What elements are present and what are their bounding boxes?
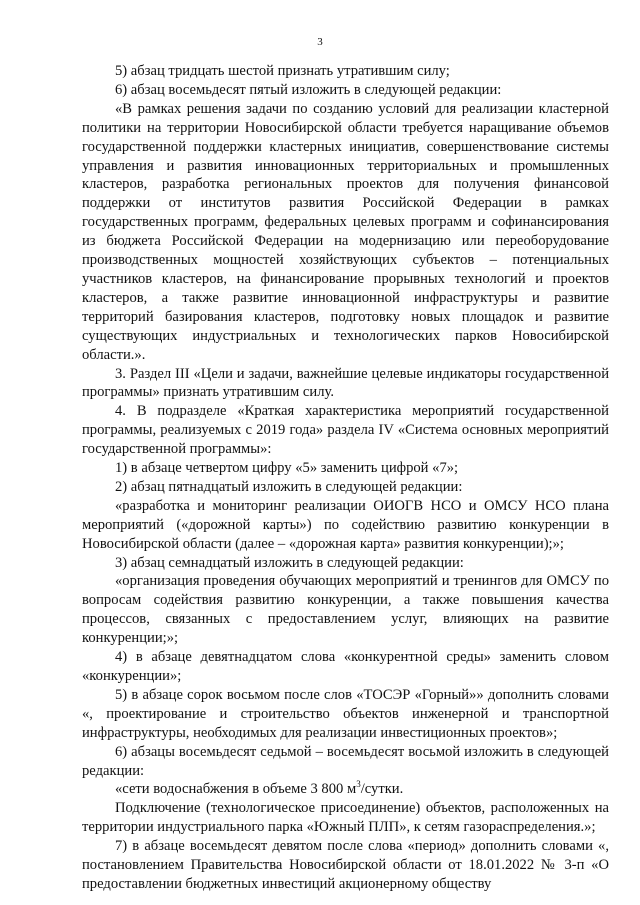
water-supply-text: «сети водоснабжения в объеме 3 800 м — [115, 781, 357, 798]
paragraph-subitem-6: 6) абзацы восемьдесят седьмой – восемьдесят восьмой изложить в следующей редакции: — [82, 743, 609, 779]
quoted-paragraph-training: «организация проведения обучающих мероприятий и тренингов для ОМСУ по вопросам содействия развитию конкуренции, а также повышения качества процессов, связанных с предоставлением услуг, влияющих на развитие конкуренции;»; — [82, 573, 609, 647]
quoted-paragraph-roadmap: «разработка и мониторинг реализации ОИОГВ НСО и ОМСУ НСО плана мероприятий («дорожной карты») по содействию развитию конкуренции в Новосибирской области (далее – «дорожная карта» развития конкуренции);»; — [82, 497, 609, 552]
paragraph-subitem-7: 7) в абзаце восемьдесят девятом после слова «период» дополнить словами «, постановлением Правительства Новосибирской области от 18.01.2022 № 3-п «О предоставлении бюджетных инвестиций акционерному обществу — [82, 838, 609, 892]
paragraph-section-3: 3. Раздел III «Цели и задачи, важнейшие целевые индикаторы государственной программы» признать утратившим силу. — [82, 365, 609, 401]
water-supply-unit: /сутки. — [360, 781, 404, 798]
paragraph-subitem-1: 1) в абзаце четвертом цифру «5» заменить цифрой «7»; — [115, 460, 459, 477]
cubic-superscript: 3 — [356, 779, 361, 790]
paragraph-subitem-2: 2) абзац пятнадцатый изложить в следующей редакции: — [115, 478, 463, 495]
document-body — [82, 62, 609, 894]
paragraph-item-5: 5) абзац тридцать шестой признать утратившим силу; — [115, 63, 450, 79]
paragraph-gas-connection: Подключение (технологическое присоединение) объектов, расположенных на территории индустриального парка «Южный ПЛП», к сетям газораспределения.»; — [82, 800, 609, 836]
paragraph-section-4: 4. В подразделе «Краткая характеристика мероприятий государственной программы, реализуемых с 2019 года» раздела IV «Система основных мероприятий государственной программы»: — [82, 403, 609, 458]
paragraph-subitem-4: 4) в абзаце девятнадцатом слова «конкурентной среды» заменить словом «конкуренции»; — [82, 649, 609, 684]
paragraph-item-6: 6) абзац восемьдесят пятый изложить в следующей редакции: — [115, 81, 502, 98]
page-number: 3 — [317, 36, 323, 48]
quoted-paragraph-cluster-policy: «В рамках решения задачи по созданию условий для реализации кластерной политики на территории Новосибирской области требуется наращивание объемов государственной поддержки кластерных инициатив, совершенствование системы управления и развития инновационных территориальных и промышленных кластеров, разработка региональных проектов для получения финансовой поддержки от институтов развития Российской Федерации в рамках государственных программ, федеральных целевых программ и софинансирования из бюджета Российской Федерации на модернизацию или переоборудование производственных мощностей хозяйствующих субъектов – потенциальных участников кластеров, на финансирование прорывных технологий и проектов кластеров, а также развитие инновационной инфраструктуры и развитие территорий базирования кластеров, подготовку новых площадок и развитие существующих индустриальных и технологических парков Новосибирской области.». — [82, 100, 609, 363]
paragraph-subitem-3: 3) абзац семнадцатый изложить в следующей редакции: — [115, 554, 464, 571]
paragraph-subitem-5: 5) в абзаце сорок восьмом после слов «ТОСЭР «Горный»» дополнить словами «, проектирование и строительство объектов инженерной и транспортной инфраструктуры, необходимых для реализации инвестиционных проектов»; — [82, 686, 609, 741]
quoted-paragraph-water-supply — [82, 780, 609, 799]
